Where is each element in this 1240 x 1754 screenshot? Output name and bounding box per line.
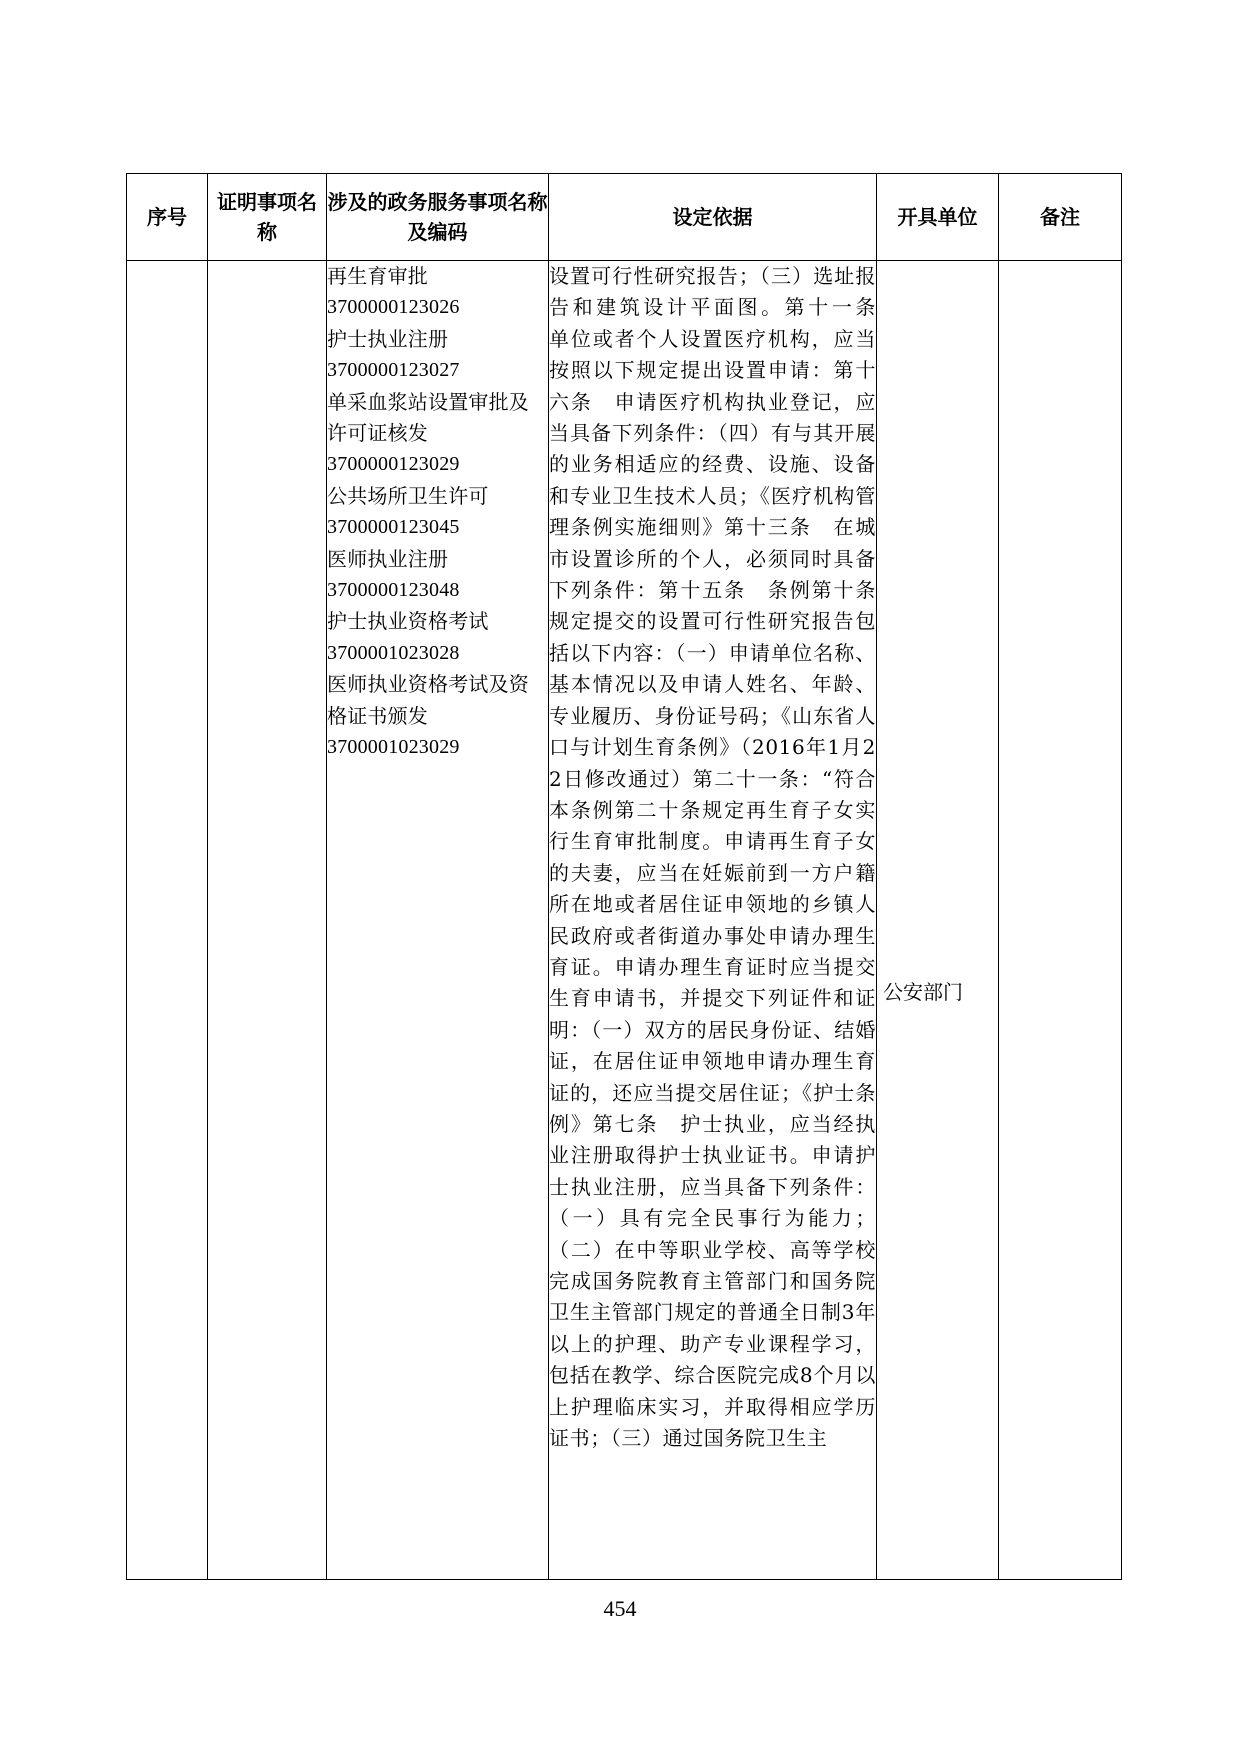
service-item-name: 医师执业资格考试及资格证书颁发 [327,672,529,728]
service-item-code: 3700001023028 [327,641,460,664]
page-number: 454 [603,1596,637,1621]
cell-seq [127,261,208,1580]
cell-basis: 设置可行性研究报告；（三）选址报告和建筑设计平面图。第十一条 单位或者个人设置医疗机构，应当按照以下规定提出设置申请：第十六条 申请医疗机构执业登记，应当具备下列条件：（四）有与其开展的业务相适应的经费、设施、设备和专业卫生技术人员；《医疗机构管理条例实施细则》第十三条 在城市设置诊所的个人，必须同时具备下列条件：第十五条 条例第十条规定提交的设置可行性研究报告包括以下内容：（一）申请单位名称、基本情况以及申请人姓名、年龄、专业履历、身份证号码；《山东省人口与计划生育条例》（2016年1月22日修改通过）第二十一条：“符合本条例第二十条规定再生育子女实行生育审批制度。申请再生育子女的夫妻，应当在妊娠前到一方户籍所在地或者居住证申领地的乡镇人民政府或者街道办事处申请办理生育证。申请办理生育证时应当提交生育申请书，并提交下列证件和证明：（一）双方的居民身份证、结婚证，在居住证申领地申请办理生育证的，还应当提交居住证；《护士条例》第七条 护士执业，应当经执业注册取得护士执业证书。申请护士执业注册，应当具备下列条件：（一）具有完全民事行为能力；（二）在中等职业学校、高等学校完成国务院教育主管部门和国务院卫生主管部门规定的普通全日制3年以上的护理、助产专业课程学习，包括在教学、综合医院完成8个月以上护理临床实习，并取得相应学历证书；（三）通过国务院卫生主 [549,261,877,1580]
service-item-code: 3700001023029 [327,736,460,759]
header-remarks: 备注 [999,174,1122,261]
table-row [127,261,1122,1580]
issuer-text: 公安部门 [883,980,963,1004]
service-item-name: 公共场所卫生许可 [327,483,489,508]
service-item-code: 3700000123029 [327,453,460,476]
cell-certificate-name [208,261,327,1580]
header-row [127,174,1122,261]
certificate-items-table [126,173,1122,1580]
header-seq: 序号 [127,174,208,261]
header-certificate-name: 证明事项名称 [208,174,327,261]
service-item-name: 医师执业注册 [327,546,449,571]
header-service-items: 涉及的政务服务事项名称及编码 [327,174,549,261]
table-header [127,174,1122,261]
cell-issuer [877,261,999,1580]
service-item-code: 3700000123026 [327,296,460,319]
service-item-code: 3700000123027 [327,359,460,382]
table-body [127,261,1122,1580]
service-item-name: 单采血浆站设置审批及许可证核发 [327,389,529,446]
cell-service-items [327,261,549,1580]
cell-remarks [999,261,1122,1580]
service-item-name: 再生育审批 [327,264,428,288]
service-item-code: 3700000123048 [327,579,460,602]
header-basis: 设定依据 [549,174,877,261]
service-item-name: 护士执业注册 [327,326,449,351]
service-item-name: 护士执业资格考试 [327,609,489,634]
header-issuer: 开具单位 [877,174,999,261]
service-item-code: 3700000123045 [327,516,460,539]
